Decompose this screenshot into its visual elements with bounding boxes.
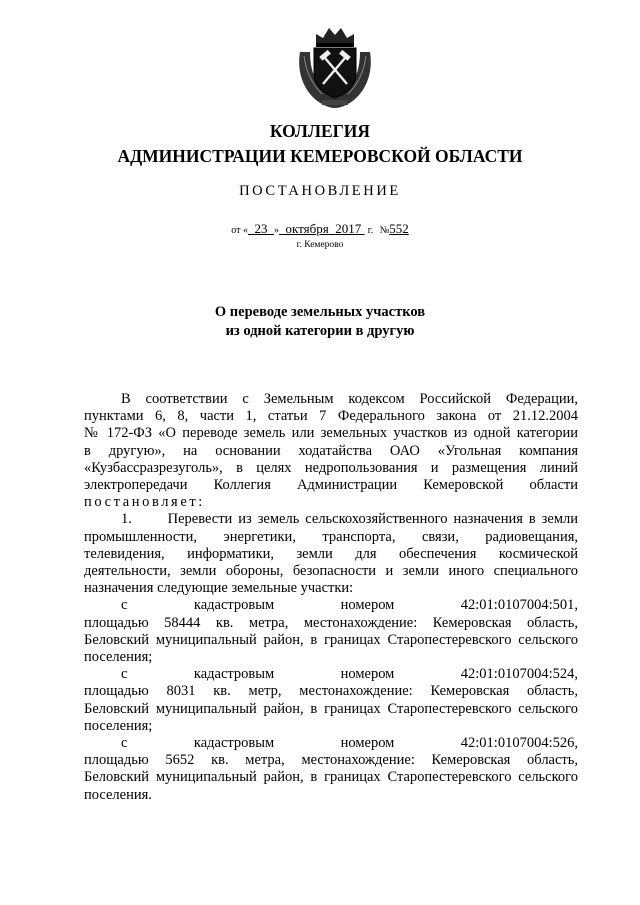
document-type: ПОСТАНОВЛЕНИЕ [239,183,401,199]
subject-line2: из одной категории в другую [225,323,415,339]
body-line: № 172-ФЗ «О переводе земель или земельных участков из одной категории [84,425,578,442]
parcel-line: с кадастровым номером 42:01:0107004:524, [121,666,578,683]
decree-word: постановляет: [84,494,205,511]
parcel-line: площадью 8031 кв. метр, местонахождение: Кемеровская область, [84,683,578,700]
date-year-suffix: г. [367,225,374,236]
body-line: в другую», на основании ходатайства ОАО «Угольная компания [84,442,578,459]
item1-line: назначения следующие земельные участки: [84,580,354,597]
parcel-line: площадью 5652 кв. метра, местонахождение: Кемеровская область, [84,752,578,769]
parcel-line: Беловский муниципальный район, в границах Старопестеревского сельского [84,631,578,648]
document-number: 552 [389,221,409,236]
date-prefix: от « [231,225,248,236]
body-line: пунктами 6, 8, части 1, статьи 7 Федерального закона от 21.12.2004 [84,408,578,425]
date-line [0,221,640,237]
item1-line: промышленности, энергетики, транспорта, связи, радиовещания, [84,528,578,545]
date-day: 23 [254,221,268,236]
parcel-line: поселения; [84,717,153,734]
body-line: «Кузбассразрезуголь», в целях недропользования и размещения линий [84,459,578,476]
item1-line: телевидения, информатики, земли для обеспечения космической [84,545,578,562]
city: г. Кемерово [296,240,344,250]
org-title-line2: АДМИНИСТРАЦИИ КЕМЕРОВСКОЙ ОБЛАСТИ [117,146,523,166]
document-body [84,391,578,804]
parcel-line: с кадастровым номером 42:01:0107004:501, [121,597,578,614]
body-line: В соответствии с Земельным кодексом Российской Федерации, [121,391,578,407]
body-line: электропередачи Коллегия Администрации Кемеровской области [84,477,578,494]
date-mid: » [273,225,279,236]
item1-line: деятельности, земли обороны, безопасности и земли иного специального [84,563,578,580]
parcel-line: поселения. [84,786,152,803]
parcel-line: площадью 58444 кв. метра, местонахождение: Кемеровская область, [84,614,578,631]
date-month-year: октября 2017 [285,221,362,236]
number-sign: № [379,225,390,236]
parcel-line: поселения; [84,649,153,666]
org-title-line1: КОЛЛЕГИЯ [269,121,371,141]
item1-line: 1. Перевести из земель сельскохозяйственного назначения в земли [121,511,578,528]
subject-line1: О переводе земельных участков [214,304,426,320]
parcel-line: Беловский муниципальный район, в границах Старопестеревского сельского [84,700,578,717]
parcel-line: Беловский муниципальный район, в границах Старопестеревского сельского [84,769,578,786]
coat-of-arms-emblem [296,22,374,108]
parcel-line: с кадастровым номером 42:01:0107004:526, [121,735,578,752]
